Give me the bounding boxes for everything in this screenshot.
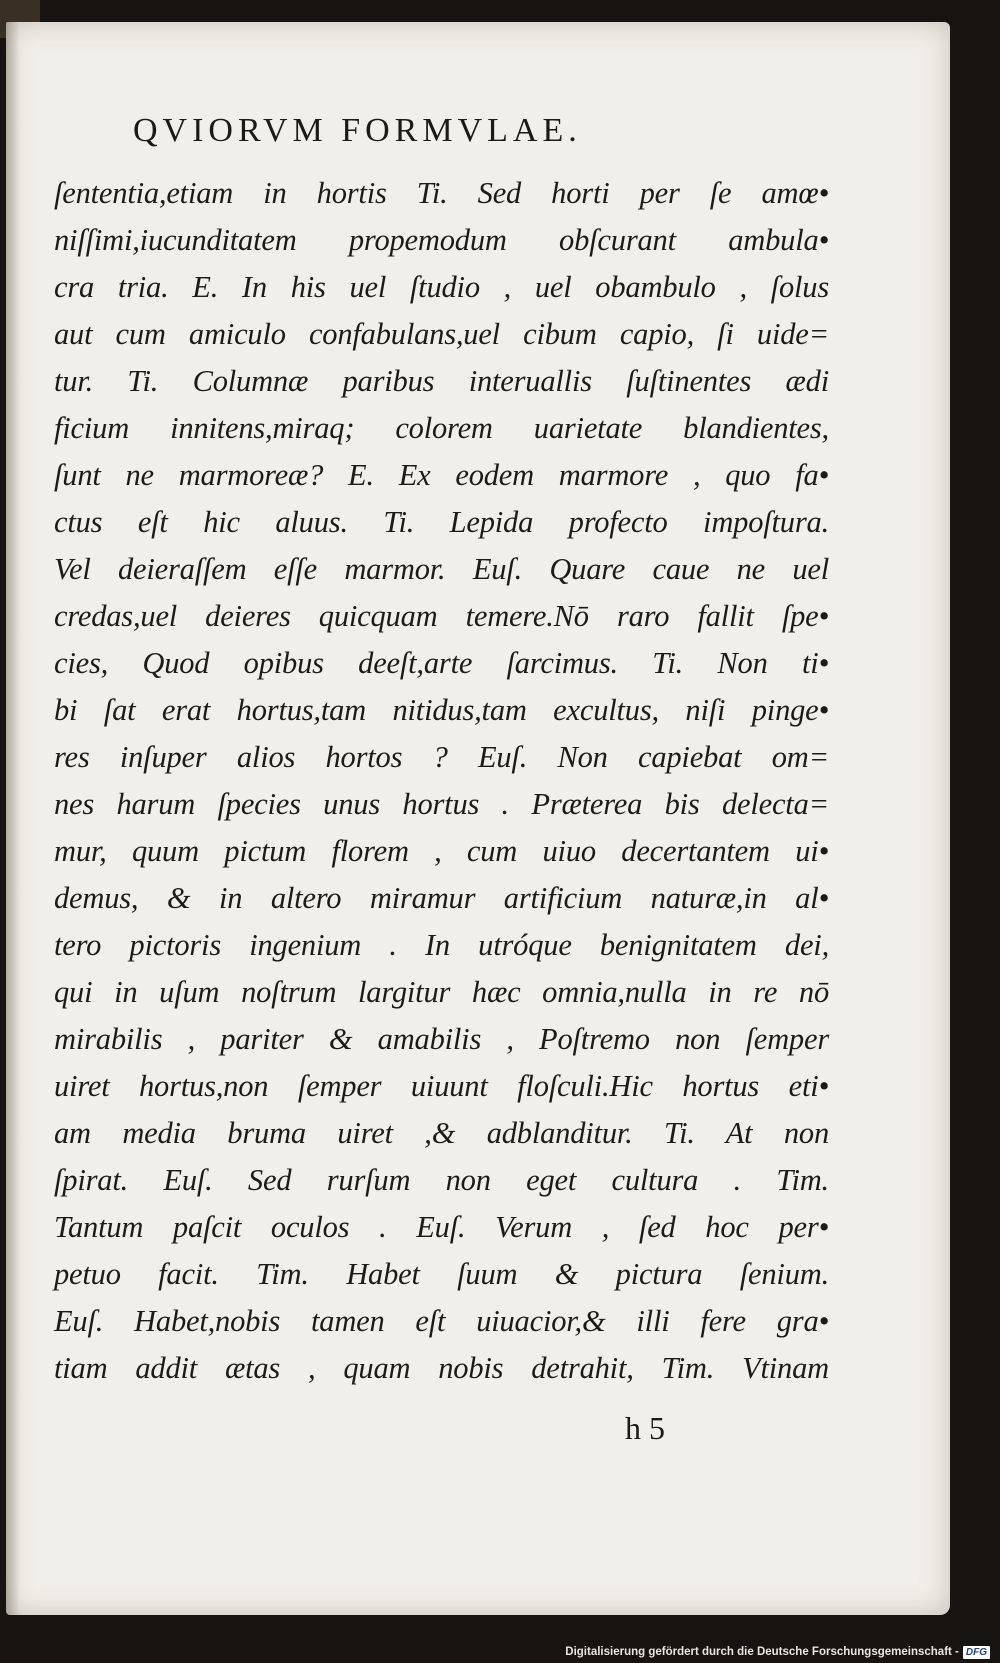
text-line: cra tria. E. In his uel ſtudio , uel obambulo , ſolus (54, 270, 829, 304)
text-line: qui in uſum noſtrum largitur hæc omnia,nulla in re nō (54, 975, 829, 1009)
text-line: aut cum amiculo confabulans,uel cibum capio, ſi uide= (54, 317, 829, 351)
text-line: mur, quum pictum florem , cum uiuo decertantem ui• (54, 834, 829, 868)
digitization-footer (565, 1644, 990, 1660)
text-line: ficium innitens,miraq; colorem uarietate blandientes, (54, 411, 829, 445)
text-line: ſunt ne marmoreæ? E. Ex eodem marmore , quo fa• (54, 458, 829, 492)
text-line: bi ſat erat hortus,tam nitidus,tam excultus, niſi pinge• (54, 693, 829, 727)
running-head: QVIORVM FORMVLAE. (133, 112, 582, 149)
text-line: tiam addit ætas , quam nobis detrahit, Tim. Vtinam (54, 1351, 829, 1385)
text-line: demus, & in altero miramur artificium naturæ,in al• (54, 881, 829, 915)
signature-mark: h 5 (625, 1410, 665, 1446)
text-line: tur. Ti. Columnæ paribus interuallis ſuſtinentes ædi (54, 364, 829, 398)
text-line: credas,uel deieres quicquam temere.Nō raro fallit ſpe• (54, 599, 829, 633)
text-line: uiret hortus,non ſemper uiuunt floſculi.Hic hortus eti• (54, 1069, 829, 1103)
text-line: petuo facit. Tim. Habet ſuum & pictura ſenium. (54, 1257, 829, 1291)
text-line: am media bruma uiret ,& adblanditur. Ti. At non (54, 1116, 829, 1150)
text-line: ſpirat. Euſ. Sed rurſum non eget cultura . Tim. (54, 1163, 829, 1197)
footer-credit: Digitalisierung gefördert durch die Deutsche Forschungsgemeinschaft - (565, 1646, 959, 1658)
text-line: cies, Quod opibus deeſt,arte ſarcimus. Ti. Non ti• (54, 646, 829, 680)
dfg-logo: DFG (963, 1646, 990, 1659)
text-line: niſſimi,iucunditatem propemodum obſcurant ambula• (54, 223, 829, 257)
text-line: ſententia,etiam in hortis Ti. Sed horti per ſe amœ• (54, 176, 829, 210)
text-line: Tantum paſcit oculos . Euſ. Verum , ſed hoc per• (54, 1210, 829, 1244)
page-gutter-shadow (6, 22, 20, 1615)
text-line: Vel deieraſſem eſſe marmor. Euſ. Quare caue ne uel (54, 552, 829, 586)
text-line: nes harum ſpecies unus hortus . Præterea bis delecta= (54, 787, 829, 821)
text-line: mirabilis , pariter & amabilis , Poſtremo non ſemper (54, 1022, 829, 1056)
text-block (54, 170, 829, 1392)
text-line: tero pictoris ingenium . In utróque benignitatem dei, (54, 928, 829, 962)
text-line: res inſuper alios hortos ? Euſ. Non capiebat om= (54, 740, 829, 774)
text-line: ctus eſt hic aluus. Ti. Lepida profecto impoſtura. (54, 505, 829, 539)
text-line: Euſ. Habet,nobis tamen eſt uiuacior,& illi fere gra• (54, 1304, 829, 1338)
